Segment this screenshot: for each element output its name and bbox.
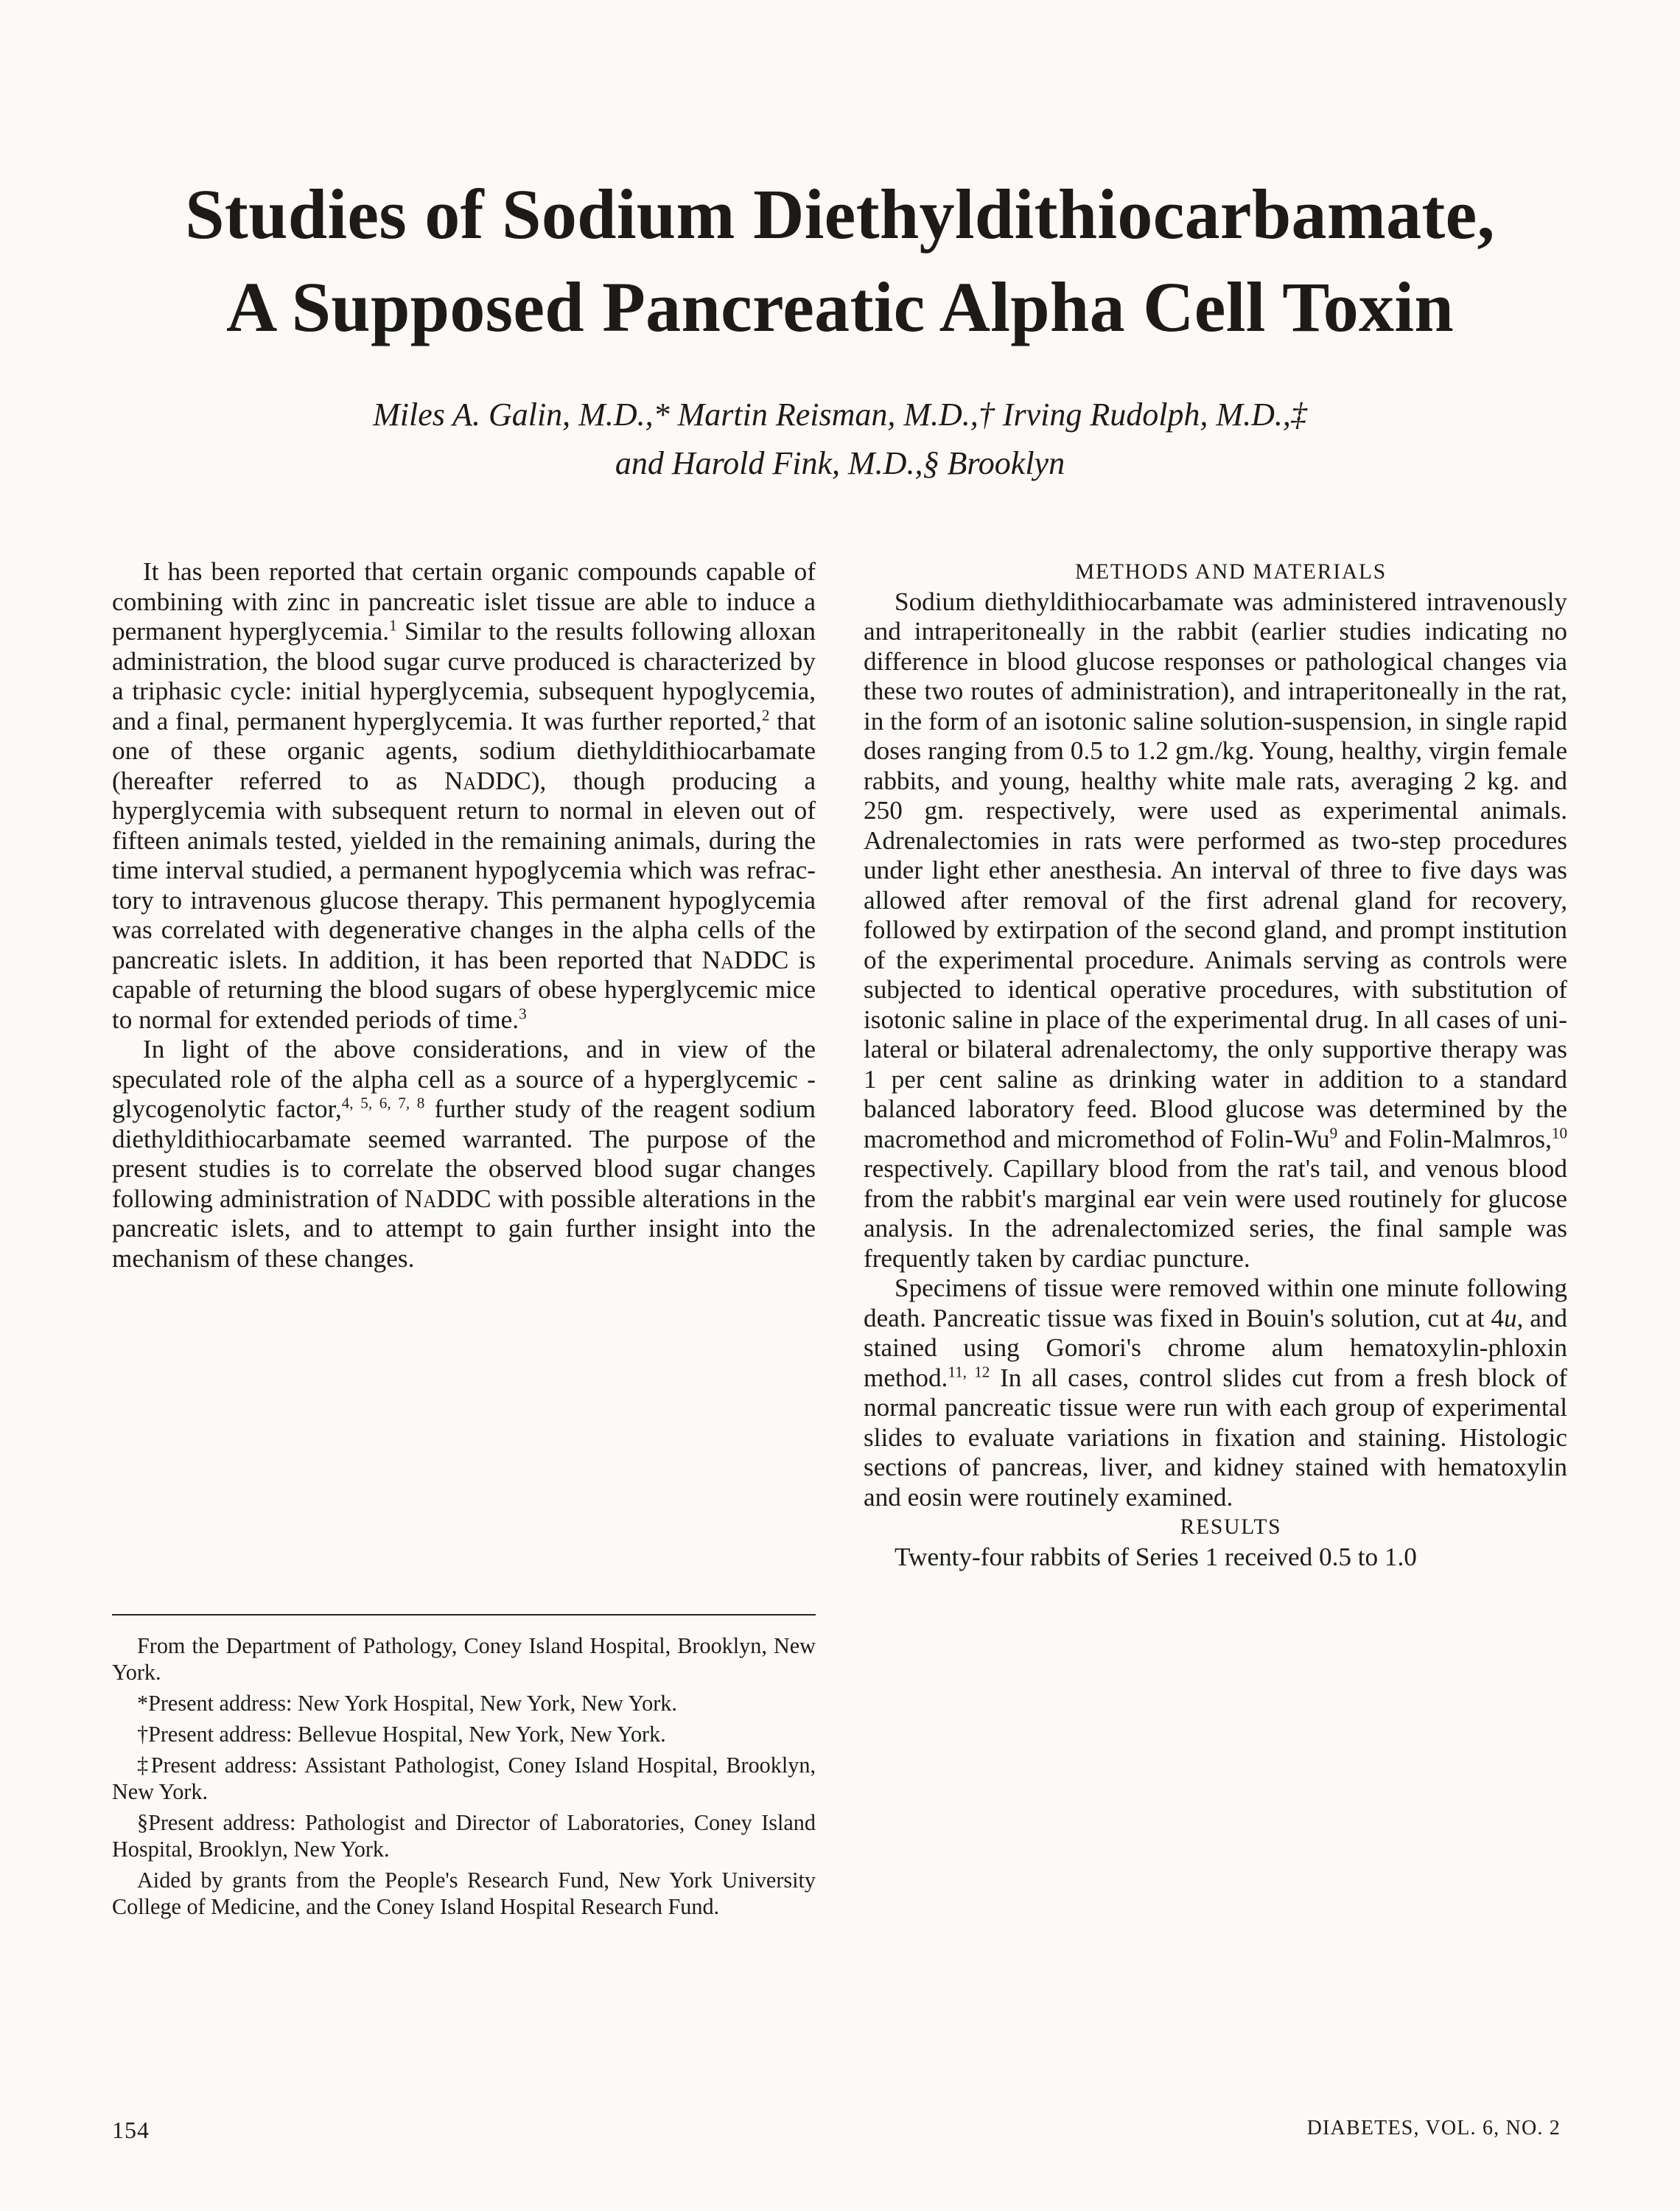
- abbreviation: NaDDC: [701, 945, 789, 974]
- citation-ref: 2: [761, 705, 770, 724]
- footnote-galin: *Present address: New York Hospital, New York, New York.: [137, 1691, 677, 1716]
- results-paragraph-1: Twenty-four rabbits of Series 1 received 0.5 to 1.0: [895, 1542, 1417, 1571]
- citation-ref: 9: [1329, 1123, 1338, 1142]
- abbreviation: NaDDC: [404, 1184, 491, 1213]
- methods-paragraph-1: Sodium diethyldithiocarbamate was administered intravenously and intraperitoneally in the rabbit (earlier studies indicating no difference in blood glucose responses or pathological changes via these two routes of administration), and intraperitoneally in the rat, in the form of an isotonic saline solution-suspension, in single rapid doses ranging from 0.5 to 1.2 gm./kg. Young, healthy, virgin female rabbits, and young, healthy white male rats, averaging 2 kg. and 250 gm. respectively, were used as experimental animals. Adrenalectomies in rats were performed as two-step procedures under light ether anesthesia. An interval of three to five days was allowed after removal of the first adrenal gland for recovery, followed by extirpation of the second gland, and prompt institution of the experimental procedure. Animals serving as controls were subjected to identical operative procedures, with substitution of isotonic saline in place of the experimental drug. In all cases of unilateral or bilateral adrenalectomy, the only supportive therapy was 1 per cent saline as drinking water in addition to a standard balanced laboratory feed. Blood glucose was determined by the macromethod and micromethod of Folin-Wu$^9$ and Folin-Malmros,$^{10}$ respectively. Capillary blood from the rat's tail, and venous blood from the rabbit's marginal ear vein were used routinely for glucose analysis. In the adrenalectomized series, the final sample was frequently taken by cardiac puncture.: [864, 587, 1568, 1273]
- article-title: [111, 168, 1569, 354]
- citation-ref: 10: [1551, 1123, 1568, 1142]
- footnote-divider: [112, 1614, 816, 1616]
- intro-paragraph-1: It has been reported that certain organic compounds capable of combining with zinc in pancreatic islet tissue are able to induce a permanent hyperglycemia.$^1$ Similar to the results following alloxan administration, the blood sugar curve produced is characterized by a triphasic cycle: initial hyperglycemia, subsequent hypoglycemia, and a final, permanent hyperglycemia. It was further reported,$^2$ that one of these organic agents, sodium diethyldithiocarbamate (hereafter referred to as NaDDC), though producing a hyperglycemia with subsequent return to normal in eleven out of fifteen animals tested, yielded in the remaining animals, during the time interval studied, a permanent hypoglycemia which was refractory to intravenous glucose therapy. This permanent hypoglycemia was correlated with degenerative changes in the alpha cells of the pancreatic islets. In addition, it has been reported that NaDDC is capable of returning the blood sugars of obese hyperglycemic mice to normal for extended periods of time.$^3$: [112, 557, 816, 1034]
- citation-ref: 1: [389, 616, 397, 635]
- citation-ref: 11, 12: [948, 1362, 990, 1380]
- intro-paragraph-2: In light of the above considerations, and in view of the speculated role of the alpha cell as a source of a hyperglycemic - glycogenolytic factor,$^{4, 5, 6, 7, 8}$ further study of the reagent sodium diethyldithiocarbamate seemed warranted. The purpose of the present studies is to correlate the observed blood sugar changes following administration of NaDDC with possible alterations in the pancreatic islets, and to attempt to gain further insight into the mechanism of these changes.: [112, 1035, 816, 1273]
- footnote-reisman: †Present address: Bellevue Hospital, New York, New York.: [137, 1722, 666, 1747]
- citation-ref: 3: [519, 1004, 527, 1022]
- title-line-1: Studies of Sodium Diethyldithiocarbamate,: [185, 175, 1495, 254]
- left-column: [112, 557, 816, 1274]
- footnotes: [112, 1632, 816, 1924]
- footnote-rudolph: ‡Present address: Assistant Pathologist, Coney Island Hospital, Brooklyn, New York.: [112, 1753, 816, 1804]
- footnote-funding: Aided by grants from the People's Research Fund, New York University College of Medicine, and the Coney Island Hospital Research Fund.: [112, 1868, 816, 1919]
- authors-line-2: and Harold Fink, M.D.,§ Brooklyn: [615, 445, 1065, 481]
- author-list: [111, 391, 1569, 488]
- citation-ref: 4, 5, 6, 7, 8: [341, 1094, 425, 1112]
- title-line-2: A Supposed Pancreatic Alpha Cell Toxin: [225, 268, 1455, 346]
- abbreviation: NaDDC: [444, 766, 531, 795]
- section-heading-methods: METHODS AND MATERIALS: [1075, 560, 1387, 584]
- page-number: 154: [112, 2117, 150, 2143]
- footnote-fink: §Present address: Pathologist and Director of Laboratories, Coney Island Hospital, Brooklyn, New York.: [112, 1810, 816, 1862]
- footnote-affiliation: From the Department of Pathology, Coney Island Hospital, Brooklyn, New York.: [112, 1633, 816, 1685]
- right-column: [864, 557, 1567, 1572]
- section-heading-results: RESULTS: [1180, 1515, 1282, 1539]
- authors-line-1: Miles A. Galin, M.D.,* Martin Reisman, M.D.,† Irving Rudolph, M.D.,‡: [373, 397, 1307, 433]
- journal-reference: DIABETES, VOL. 6, NO. 2: [1306, 2117, 1561, 2140]
- methods-paragraph-2: Specimens of tissue were removed within one minute following death. Pancreatic tissue was fixed in Bouin's solution, cut at 4u, and stained using Gomori's chrome alum hematoxylin-phloxin method.$^{11, 12}$ In all cases, control slides cut from a fresh block of normal pancreatic tissue were run with each group of experimental slides to evaluate variations in fixation and staining. Histologic sections of pancreas, liver, and kidney stained with hematoxylin and eosin were routinely examined.: [864, 1274, 1567, 1512]
- mu-symbol: u: [1503, 1303, 1517, 1332]
